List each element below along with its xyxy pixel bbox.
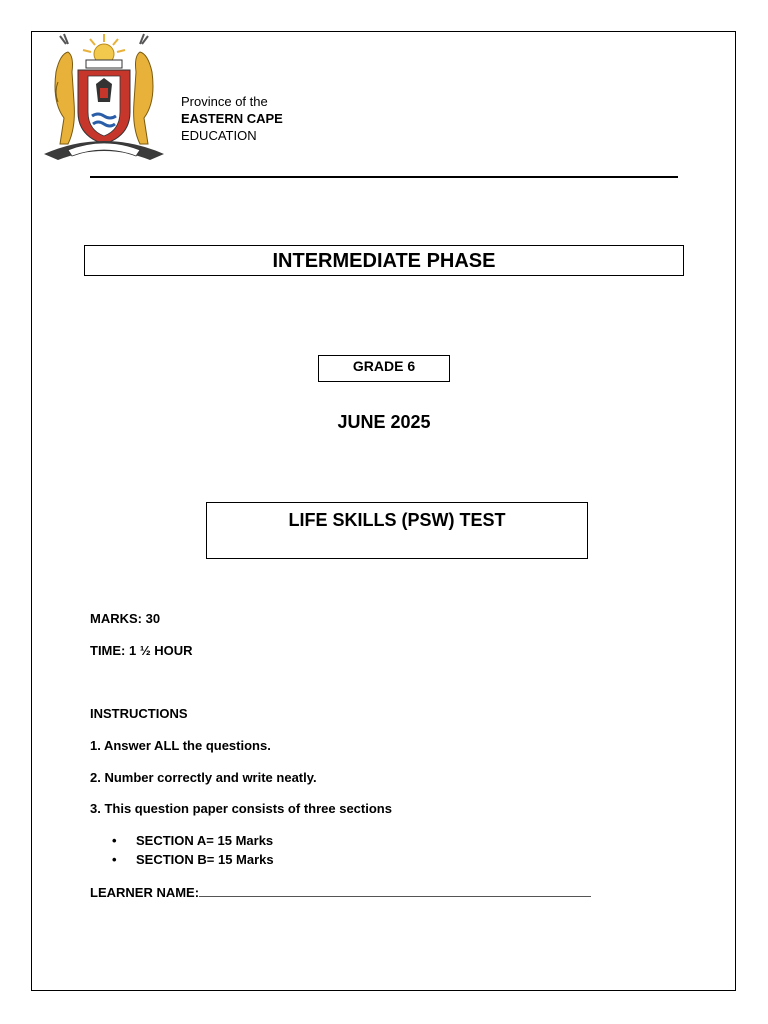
instructions-heading: INSTRUCTIONS [90,706,188,721]
learner-name-field[interactable] [90,883,591,900]
bullet-icon: • [112,852,117,867]
province-line-1: Province of the [181,94,268,109]
section-label: SECTION B= 15 Marks [136,852,274,867]
province-line-3: EDUCATION [181,128,257,143]
learner-name-blank[interactable] [199,883,591,897]
coat-of-arms-logo [38,32,170,168]
sections-list [112,832,274,870]
grade-label: GRADE 6 [318,355,450,382]
bullet-icon: • [112,833,117,848]
antelope-left-icon [55,34,74,144]
list-item [112,851,274,870]
instruction-item: 3. This question paper consists of three sections [90,801,392,816]
phase-title: INTERMEDIATE PHASE [84,245,684,276]
instruction-item: 1. Answer ALL the questions. [90,738,271,753]
antelope-right-icon [134,34,153,144]
header-divider [90,176,678,178]
section-label: SECTION A= 15 Marks [136,833,274,848]
shield-icon [78,70,130,144]
learner-name-label: LEARNER NAME: [90,885,200,900]
marks-label: MARKS: 30 [90,611,161,626]
time-label: TIME: 1 ½ HOUR [90,643,193,658]
instruction-item: 2. Number correctly and write neatly. [90,770,317,785]
exam-date: JUNE 2025 [337,412,431,432]
province-block [181,93,283,144]
subject-title: LIFE SKILLS (PSW) TEST [206,502,588,559]
list-item [112,832,274,851]
province-line-2: EASTERN CAPE [181,111,283,126]
